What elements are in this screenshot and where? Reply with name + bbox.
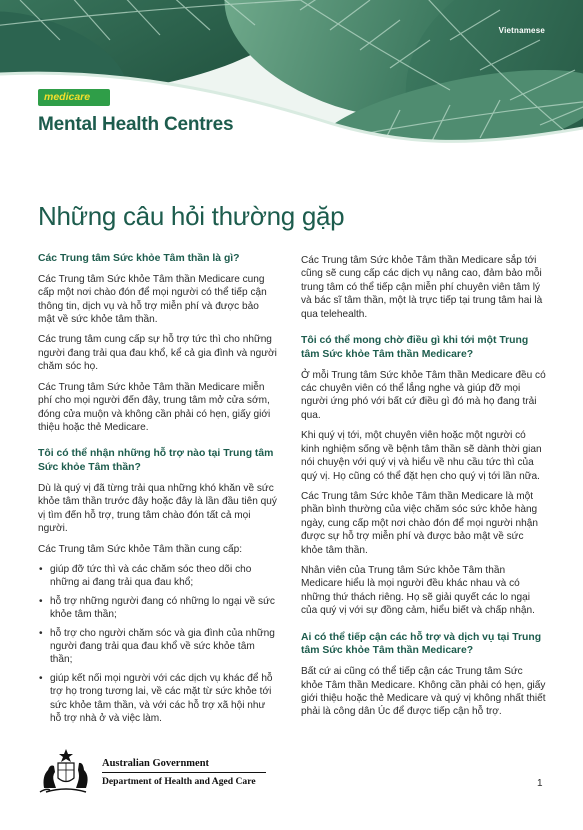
paragraph: Bất cứ ai cũng có thể tiếp cận các Trung tâm Sức khỏe Tâm thần Medicare. Không cần phải có hẹn, giấy giới thiệu hoặc thẻ Medicare và quý vị không nhất thiết phải là công dân Úc để được tiếp cận hỗ trợ. [301,666,546,718]
services-list [38,563,278,726]
government-logo [38,748,268,798]
paragraph: Dù là quý vị đã từng trải qua những khó khăn về sức khỏe tâm thần trước đây hoặc đây là lần đầu tiên quý vị tìm đến hỗ trợ, trung tâm chào đón tất cả mọi người. [38,482,277,535]
page-number: 1 [537,778,543,789]
paragraph: Ở mỗi Trung tâm Sức khỏe Tâm thần Medicare đều có các chuyên viên có thể lắng nghe và giúp đỡ mọi người ứng phó với bất cứ điều gì đó mà họ đang trải qua. [301,369,546,421]
paragraph: Các Trung tâm Sức khỏe Tâm thần cung cấp: [38,543,243,555]
list-item: • giúp đỡ tức thì và các chăm sóc theo dõi cho những ai đang trải qua đau khổ; [38,563,278,590]
paragraph: Các Trung tâm Sức khỏe Tâm thần Medicare cung cấp một nơi chào đón để mọi người có thể tiếp cận thông tin, dịch vụ và hỗ trợ miễn phí và được bảo mật về sức khỏe tâm thần. [38,273,267,325]
page-title: Những câu hỏi thường gặp [38,201,345,231]
coat-of-arms-icon [38,748,94,794]
right-column [301,254,546,726]
header-banner [0,0,583,170]
paragraph: Các Trung tâm Sức khỏe Tâm thần Medicare sắp tới cũng sẽ cung cấp các dịch vụ nâng cao, đảm bảo mỗi trung tâm có thể tiếp cận miễn phí chuyên viên tâm lý và bác sĩ tâm thần, một là trực tiếp tại trung tâm hai là qua telehealth. [301,255,543,320]
department-name: Department of Health and Aged Care [102,776,256,787]
list-item: • hỗ trợ cho người chăm sóc và gia đình của những người đang trải qua đau khổ về sức khỏe tâm thần; [38,627,278,667]
paragraph: Các Trung tâm Sức khỏe Tâm thần Medicare là một phần bình thường của việc chăm sóc sức khỏe hàng ngày, cung cấp một nơi chào đón để mọi người nhận được sự hỗ trợ miễn phí và được bảo mật về sức khỏe tâm thần. [301,490,538,556]
government-name: Australian Government [102,758,210,769]
left-column [38,252,278,731]
paragraph: Nhân viên của Trung tâm Sức khỏe Tâm thần Medicare hiểu là mọi người đều khác nhau và có những thứ thách riêng. Họ sẽ giải quyết các lo ngại của quý vị với sự đồng cảm, hiểu biết và chấp nhận. [301,565,535,617]
language-label: Vietnamese [498,26,545,35]
faq-question-heading: Ai có thể tiếp cận các hỗ trợ và dịch vụ tại Trung tâm Sức khỏe Tâm thần Medicare? [301,631,542,657]
medicare-logo: medicare [38,89,110,106]
divider [102,772,266,773]
faq-question-heading: Tôi có thể nhận những hỗ trợ nào tại Trung tâm Sức khỏe Tâm thần? [38,448,274,474]
paragraph: Các trung tâm cung cấp sự hỗ trợ tức thì cho những người đang trải qua đau khổ, kể cả gia đình và người chăm sóc họ. [38,334,277,373]
paragraph: Khi quý vị tới, một chuyên viên hoặc một người có kinh nghiệm sống về bệnh tâm thần sẽ dành thời gian nói chuyện với quý vị và hiểu về nhu cầu tức thì của quý vị. Họ cũng có thể đặt hẹn cho quý vị tới lần nữa. [301,430,542,482]
faq-question-heading: Tôi có thể mong chờ điều gì khi tới một Trung tâm Sức khỏe Tâm thần Medicare? [301,335,529,360]
leaf-illustration [0,0,583,170]
paragraph: Các Trung tâm Sức khỏe Tâm thần Medicare miễn phí cho mọi người đến đây, trung tâm mở cửa sớm, đóng cửa muộn và không cần phải có hẹn, giấy giới thiệu hoặc thẻ Medicare. [38,381,271,433]
faq-question-heading: Các Trung tâm Sức khỏe Tâm thần là gì? [38,253,240,264]
program-title: Mental Health Centres [38,114,234,135]
list-item: • hỗ trợ những người đang có những lo ngại về sức khỏe tâm thần; [38,595,278,622]
list-item: • giúp kết nối mọi người với các dịch vụ khác để hỗ trợ họ trong tương lai, về các mặt từ sức khỏe tới sức khỏe tâm thần, và với các hỗ trợ xã hội như hỗ trợ nhà ở và việc làm. [38,672,278,726]
